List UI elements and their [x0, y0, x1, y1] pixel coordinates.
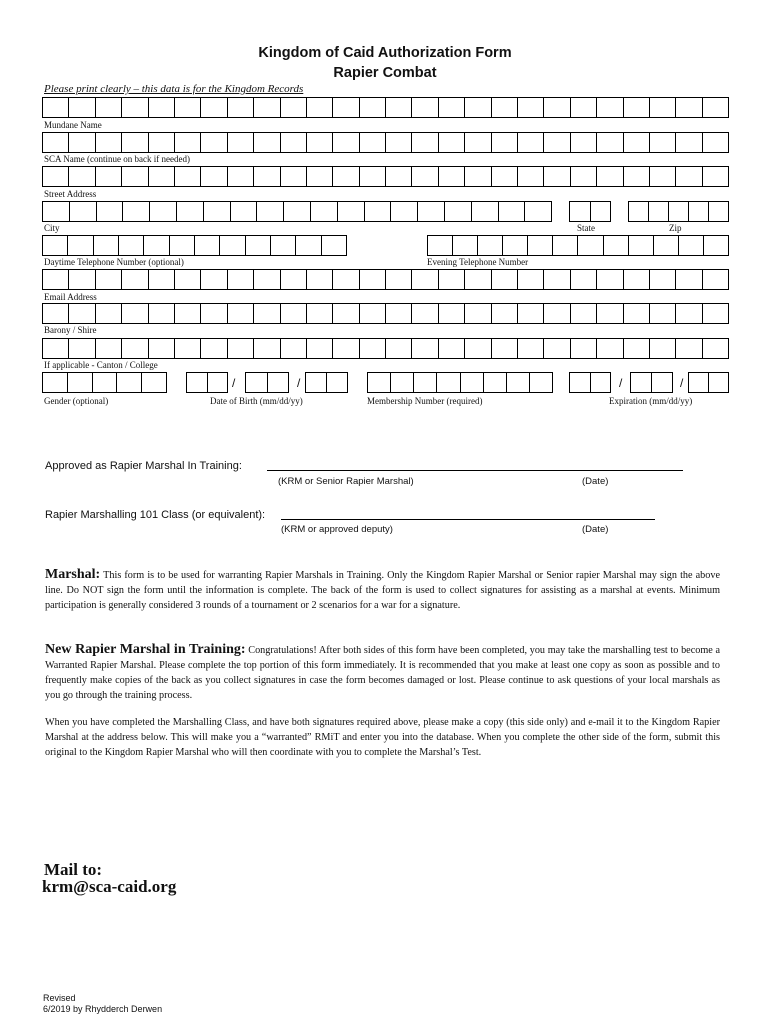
- char-cell[interactable]: [149, 98, 175, 117]
- char-cell[interactable]: [307, 304, 333, 323]
- char-cell[interactable]: [43, 202, 70, 221]
- char-cell[interactable]: [149, 304, 175, 323]
- char-cell[interactable]: [445, 202, 472, 221]
- char-cell[interactable]: [187, 373, 208, 392]
- email-input[interactable]: [42, 269, 729, 290]
- char-cell[interactable]: [597, 339, 623, 358]
- char-cell[interactable]: [465, 98, 491, 117]
- char-cell[interactable]: [386, 270, 412, 289]
- dob-slash-1: /: [232, 376, 236, 390]
- completed-paragraph: When you have completed the Marshalling Class, and have both signatures required above, please make a copy (this side only) and e-mail it to the Kingdom Rapier Marshal at the address below. This will make you a “warranted” RMiT and enter you into the database. When you complete the other side of the form, submit this original to the Kingdom Rapier Marshal who will then coordinate with you to complete the Marshal’s Test.: [45, 717, 720, 758]
- char-cell[interactable]: [96, 270, 122, 289]
- char-cell[interactable]: [333, 133, 359, 152]
- char-cell[interactable]: [307, 339, 333, 358]
- char-cell[interactable]: [175, 98, 201, 117]
- char-cell[interactable]: [507, 373, 530, 392]
- char-cell[interactable]: [386, 133, 412, 152]
- char-cell[interactable]: [122, 98, 148, 117]
- char-cell[interactable]: [518, 167, 544, 186]
- char-cell[interactable]: [439, 98, 465, 117]
- marshal-text: This form is to be used for warranting Rapier Marshals in Training. Only the Kingdom Rapier Marshal or Senior rapier Marshal may sign the above line. Do NOT sign the form until the information is complete. The back of the form is used to collect signatures for assisting as a marshal at events. Minimum participation is generally considered 3 rounds of a tournament or 2 scenarios for a war for a signature.: [45, 570, 720, 611]
- char-cell[interactable]: [597, 133, 623, 152]
- canton-label: If applicable - Canton / College: [44, 360, 158, 370]
- char-cell[interactable]: [703, 339, 728, 358]
- char-cell[interactable]: [201, 98, 227, 117]
- char-cell[interactable]: [704, 236, 728, 255]
- char-cell[interactable]: [149, 133, 175, 152]
- expiration-slash-1: /: [619, 376, 623, 390]
- char-cell[interactable]: [571, 304, 597, 323]
- approved-signature-line[interactable]: [267, 470, 683, 471]
- char-cell[interactable]: [571, 133, 597, 152]
- char-cell[interactable]: [246, 236, 271, 255]
- class-by-caption: (KRM or approved deputy): [281, 524, 393, 535]
- char-cell[interactable]: [69, 304, 95, 323]
- city-label: City: [44, 223, 60, 233]
- char-cell[interactable]: [246, 373, 268, 392]
- char-cell[interactable]: [412, 133, 438, 152]
- char-cell[interactable]: [208, 373, 228, 392]
- char-cell[interactable]: [220, 236, 245, 255]
- gender-input[interactable]: [42, 372, 167, 393]
- class-date-caption: (Date): [582, 524, 609, 535]
- daytime-phone-label: Daytime Telephone Number (optional): [44, 257, 184, 267]
- char-cell[interactable]: [703, 167, 728, 186]
- char-cell[interactable]: [437, 373, 460, 392]
- char-cell[interactable]: [201, 270, 227, 289]
- char-cell[interactable]: [69, 339, 95, 358]
- char-cell[interactable]: [96, 133, 122, 152]
- char-cell[interactable]: [43, 236, 68, 255]
- approved-marshal-label: Approved as Rapier Marshal In Training:: [45, 460, 242, 472]
- char-cell[interactable]: [68, 373, 93, 392]
- char-cell[interactable]: [123, 202, 150, 221]
- char-cell[interactable]: [96, 98, 122, 117]
- char-cell[interactable]: [591, 373, 611, 392]
- char-cell[interactable]: [391, 373, 414, 392]
- char-cell[interactable]: [604, 236, 629, 255]
- char-cell[interactable]: [530, 373, 552, 392]
- class-signature-line[interactable]: [281, 519, 655, 520]
- char-cell[interactable]: [254, 304, 280, 323]
- gender-label: Gender (optional): [44, 396, 109, 406]
- char-cell[interactable]: [201, 133, 227, 152]
- char-cell[interactable]: [649, 202, 669, 221]
- char-cell[interactable]: [228, 270, 254, 289]
- char-cell[interactable]: [43, 304, 69, 323]
- char-cell[interactable]: [281, 98, 307, 117]
- char-cell[interactable]: [412, 167, 438, 186]
- revised-label: Revised: [43, 993, 76, 1003]
- char-cell[interactable]: [322, 236, 346, 255]
- char-cell[interactable]: [69, 98, 95, 117]
- char-cell[interactable]: [43, 167, 69, 186]
- char-cell[interactable]: [650, 167, 676, 186]
- char-cell[interactable]: [311, 202, 338, 221]
- char-cell[interactable]: [175, 304, 201, 323]
- char-cell[interactable]: [306, 373, 327, 392]
- char-cell[interactable]: [650, 339, 676, 358]
- expiration-month-input[interactable]: [569, 372, 611, 393]
- char-cell[interactable]: [597, 167, 623, 186]
- char-cell[interactable]: [149, 339, 175, 358]
- char-cell[interactable]: [96, 304, 122, 323]
- char-cell[interactable]: [43, 339, 69, 358]
- char-cell[interactable]: [484, 373, 507, 392]
- char-cell[interactable]: [281, 304, 307, 323]
- char-cell[interactable]: [327, 373, 347, 392]
- expiration-year-input[interactable]: [688, 372, 729, 393]
- char-cell[interactable]: [544, 339, 570, 358]
- char-cell[interactable]: [709, 202, 728, 221]
- char-cell[interactable]: [624, 133, 650, 152]
- char-cell[interactable]: [679, 236, 704, 255]
- char-cell[interactable]: [254, 167, 280, 186]
- char-cell[interactable]: [525, 202, 551, 221]
- char-cell[interactable]: [652, 373, 672, 392]
- char-cell[interactable]: [570, 202, 591, 221]
- char-cell[interactable]: [597, 270, 623, 289]
- char-cell[interactable]: [553, 236, 578, 255]
- char-cell[interactable]: [503, 236, 528, 255]
- char-cell[interactable]: [257, 202, 284, 221]
- char-cell[interactable]: [439, 270, 465, 289]
- char-cell[interactable]: [492, 167, 518, 186]
- membership-number-input[interactable]: [367, 372, 553, 393]
- char-cell[interactable]: [465, 339, 491, 358]
- char-cell[interactable]: [333, 339, 359, 358]
- char-cell[interactable]: [709, 373, 728, 392]
- char-cell[interactable]: [204, 202, 231, 221]
- char-cell[interactable]: [414, 373, 437, 392]
- char-cell[interactable]: [122, 270, 148, 289]
- char-cell[interactable]: [281, 339, 307, 358]
- email-label: Email Address: [44, 292, 97, 302]
- char-cell[interactable]: [175, 339, 201, 358]
- char-cell[interactable]: [492, 304, 518, 323]
- mail-heading: Mail to:: [44, 860, 103, 879]
- mail-address[interactable]: krm@sca-caid.org: [42, 877, 177, 896]
- char-cell[interactable]: [254, 270, 280, 289]
- char-cell[interactable]: [703, 133, 728, 152]
- char-cell[interactable]: [676, 167, 702, 186]
- char-cell[interactable]: [412, 270, 438, 289]
- char-cell[interactable]: [254, 133, 280, 152]
- char-cell[interactable]: [492, 339, 518, 358]
- char-cell[interactable]: [149, 270, 175, 289]
- char-cell[interactable]: [631, 373, 652, 392]
- char-cell[interactable]: [268, 373, 289, 392]
- char-cell[interactable]: [570, 373, 591, 392]
- char-cell[interactable]: [518, 270, 544, 289]
- new-marshal-text: Congratulations! After both sides of this form have been completed, you may take the marshalling test to become a Warranted Rapier Marshal. Please complete the top portion of this form immediately. It is recommended that you make at least one copy as soon as possible and to frequently make copies of the back as you collect signatures in case the form becomes damaged or lost. Please continue to ask questions of your local marshals as you go through the training process.: [45, 645, 720, 701]
- char-cell[interactable]: [228, 167, 254, 186]
- char-cell[interactable]: [271, 236, 296, 255]
- char-cell[interactable]: [571, 339, 597, 358]
- char-cell[interactable]: [676, 304, 702, 323]
- char-cell[interactable]: [428, 236, 453, 255]
- char-cell[interactable]: [624, 304, 650, 323]
- char-cell[interactable]: [703, 98, 728, 117]
- expiration-label: Expiration (mm/dd/yy): [609, 396, 693, 406]
- char-cell[interactable]: [94, 236, 119, 255]
- char-cell[interactable]: [201, 339, 227, 358]
- char-cell[interactable]: [629, 236, 654, 255]
- expiration-day-input[interactable]: [630, 372, 673, 393]
- char-cell[interactable]: [654, 236, 679, 255]
- char-cell[interactable]: [544, 270, 570, 289]
- char-cell[interactable]: [43, 133, 69, 152]
- class-label: Rapier Marshalling 101 Class (or equivalent):: [45, 509, 266, 521]
- char-cell[interactable]: [97, 202, 124, 221]
- barony-label: Barony / Shire: [44, 325, 97, 335]
- char-cell[interactable]: [231, 202, 258, 221]
- dob-label: Date of Birth (mm/dd/yy): [210, 396, 303, 406]
- marshal-heading: Marshal:: [45, 567, 101, 582]
- char-cell[interactable]: [69, 270, 95, 289]
- char-cell[interactable]: [333, 167, 359, 186]
- char-cell[interactable]: [228, 98, 254, 117]
- char-cell[interactable]: [307, 133, 333, 152]
- char-cell[interactable]: [453, 236, 478, 255]
- char-cell[interactable]: [492, 270, 518, 289]
- char-cell[interactable]: [571, 270, 597, 289]
- city-input[interactable]: [42, 201, 552, 222]
- char-cell[interactable]: [333, 270, 359, 289]
- dob-slash-2: /: [297, 376, 301, 390]
- char-cell[interactable]: [296, 236, 321, 255]
- char-cell[interactable]: [228, 339, 254, 358]
- street-address-label: Street Address: [44, 189, 97, 199]
- char-cell[interactable]: [544, 167, 570, 186]
- char-cell[interactable]: [119, 236, 144, 255]
- char-cell[interactable]: [412, 339, 438, 358]
- char-cell[interactable]: [624, 270, 650, 289]
- char-cell[interactable]: [386, 98, 412, 117]
- char-cell[interactable]: [676, 270, 702, 289]
- char-cell[interactable]: [117, 373, 142, 392]
- char-cell[interactable]: [492, 98, 518, 117]
- char-cell[interactable]: [122, 339, 148, 358]
- char-cell[interactable]: [465, 304, 491, 323]
- street-address-input[interactable]: [42, 166, 729, 187]
- char-cell[interactable]: [439, 304, 465, 323]
- form-title: Kingdom of Caid Authorization Form: [258, 45, 512, 61]
- char-cell[interactable]: [518, 304, 544, 323]
- char-cell[interactable]: [624, 167, 650, 186]
- char-cell[interactable]: [461, 373, 484, 392]
- char-cell[interactable]: [228, 133, 254, 152]
- char-cell[interactable]: [499, 202, 526, 221]
- char-cell[interactable]: [597, 304, 623, 323]
- char-cell[interactable]: [518, 98, 544, 117]
- char-cell[interactable]: [96, 339, 122, 358]
- char-cell[interactable]: [338, 202, 365, 221]
- char-cell[interactable]: [142, 373, 166, 392]
- mundane-name-input[interactable]: [42, 97, 729, 118]
- char-cell[interactable]: [418, 202, 445, 221]
- dob-month-input[interactable]: [186, 372, 228, 393]
- char-cell[interactable]: [571, 98, 597, 117]
- char-cell[interactable]: [386, 304, 412, 323]
- approved-by-caption: (KRM or Senior Rapier Marshal): [278, 476, 414, 487]
- char-cell[interactable]: [201, 304, 227, 323]
- char-cell[interactable]: [360, 304, 386, 323]
- char-cell[interactable]: [465, 133, 491, 152]
- char-cell[interactable]: [68, 236, 93, 255]
- char-cell[interactable]: [571, 167, 597, 186]
- char-cell[interactable]: [360, 339, 386, 358]
- char-cell[interactable]: [624, 339, 650, 358]
- char-cell[interactable]: [96, 167, 122, 186]
- char-cell[interactable]: [650, 98, 676, 117]
- char-cell[interactable]: [149, 167, 175, 186]
- char-cell[interactable]: [122, 133, 148, 152]
- state-label: State: [577, 223, 595, 233]
- char-cell[interactable]: [703, 304, 728, 323]
- char-cell[interactable]: [439, 167, 465, 186]
- char-cell[interactable]: [93, 373, 118, 392]
- char-cell[interactable]: [69, 133, 95, 152]
- char-cell[interactable]: [386, 167, 412, 186]
- sca-name-input[interactable]: [42, 132, 729, 153]
- char-cell[interactable]: [365, 202, 392, 221]
- char-cell[interactable]: [368, 373, 391, 392]
- daytime-phone-input[interactable]: [42, 235, 347, 256]
- expiration-slash-2: /: [680, 376, 684, 390]
- char-cell[interactable]: [43, 270, 69, 289]
- char-cell[interactable]: [676, 133, 702, 152]
- sca-name-label: SCA Name (continue on back if needed): [44, 154, 190, 164]
- char-cell[interactable]: [689, 202, 709, 221]
- char-cell[interactable]: [175, 167, 201, 186]
- char-cell[interactable]: [439, 339, 465, 358]
- char-cell[interactable]: [518, 339, 544, 358]
- canton-input[interactable]: [42, 338, 729, 359]
- evening-phone-input[interactable]: [427, 235, 729, 256]
- char-cell[interactable]: [544, 304, 570, 323]
- char-cell[interactable]: [281, 270, 307, 289]
- new-marshal-heading: New Rapier Marshal in Training:: [45, 642, 246, 657]
- char-cell[interactable]: [650, 304, 676, 323]
- char-cell[interactable]: [150, 202, 177, 221]
- char-cell[interactable]: [544, 133, 570, 152]
- marshal-paragraph: [45, 567, 720, 613]
- char-cell[interactable]: [669, 202, 689, 221]
- char-cell[interactable]: [650, 270, 676, 289]
- char-cell[interactable]: [201, 167, 227, 186]
- char-cell[interactable]: [122, 304, 148, 323]
- mundane-name-label: Mundane Name: [44, 120, 102, 130]
- char-cell[interactable]: [170, 236, 195, 255]
- char-cell[interactable]: [412, 304, 438, 323]
- char-cell[interactable]: [175, 270, 201, 289]
- char-cell[interactable]: [597, 98, 623, 117]
- char-cell[interactable]: [578, 236, 603, 255]
- char-cell[interactable]: [360, 270, 386, 289]
- char-cell[interactable]: [465, 167, 491, 186]
- char-cell[interactable]: [386, 339, 412, 358]
- char-cell[interactable]: [333, 304, 359, 323]
- char-cell[interactable]: [676, 98, 702, 117]
- char-cell[interactable]: [624, 98, 650, 117]
- char-cell[interactable]: [360, 167, 386, 186]
- char-cell[interactable]: [228, 304, 254, 323]
- char-cell[interactable]: [284, 202, 311, 221]
- dob-day-input[interactable]: [245, 372, 289, 393]
- approved-date-caption: (Date): [582, 476, 609, 487]
- barony-input[interactable]: [42, 303, 729, 324]
- evening-phone-label: Evening Telephone Number: [427, 257, 529, 267]
- char-cell[interactable]: [629, 202, 649, 221]
- char-cell[interactable]: [175, 133, 201, 152]
- char-cell[interactable]: [472, 202, 499, 221]
- char-cell[interactable]: [70, 202, 97, 221]
- char-cell[interactable]: [307, 167, 333, 186]
- membership-label: Membership Number (required): [367, 396, 483, 406]
- new-marshal-paragraph: [45, 642, 720, 703]
- char-cell[interactable]: [465, 270, 491, 289]
- dob-year-input[interactable]: [305, 372, 348, 393]
- char-cell[interactable]: [412, 98, 438, 117]
- char-cell[interactable]: [333, 98, 359, 117]
- char-cell[interactable]: [195, 236, 220, 255]
- char-cell[interactable]: [69, 167, 95, 186]
- char-cell[interactable]: [478, 236, 503, 255]
- char-cell[interactable]: [544, 98, 570, 117]
- char-cell[interactable]: [518, 133, 544, 152]
- char-cell[interactable]: [492, 133, 518, 152]
- char-cell[interactable]: [254, 339, 280, 358]
- char-cell[interactable]: [144, 236, 169, 255]
- char-cell[interactable]: [703, 270, 728, 289]
- revision-credit: 6/2019 by Rhydderch Derwen: [43, 1004, 163, 1014]
- char-cell[interactable]: [360, 98, 386, 117]
- char-cell[interactable]: [281, 133, 307, 152]
- char-cell[interactable]: [307, 98, 333, 117]
- char-cell[interactable]: [177, 202, 204, 221]
- char-cell[interactable]: [122, 167, 148, 186]
- char-cell[interactable]: [439, 133, 465, 152]
- char-cell[interactable]: [650, 133, 676, 152]
- char-cell[interactable]: [43, 98, 69, 117]
- char-cell[interactable]: [307, 270, 333, 289]
- char-cell[interactable]: [254, 98, 280, 117]
- char-cell[interactable]: [43, 373, 68, 392]
- char-cell[interactable]: [360, 133, 386, 152]
- zip-label: Zip: [669, 223, 682, 233]
- print-instruction: Please print clearly – this data is for the Kingdom Records: [44, 83, 304, 95]
- char-cell[interactable]: [281, 167, 307, 186]
- char-cell[interactable]: [528, 236, 553, 255]
- char-cell[interactable]: [689, 373, 709, 392]
- char-cell[interactable]: [676, 339, 702, 358]
- form-subtitle: Rapier Combat: [333, 65, 437, 81]
- char-cell[interactable]: [591, 202, 611, 221]
- char-cell[interactable]: [391, 202, 418, 221]
- state-input[interactable]: [569, 201, 611, 222]
- zip-input[interactable]: [628, 201, 729, 222]
